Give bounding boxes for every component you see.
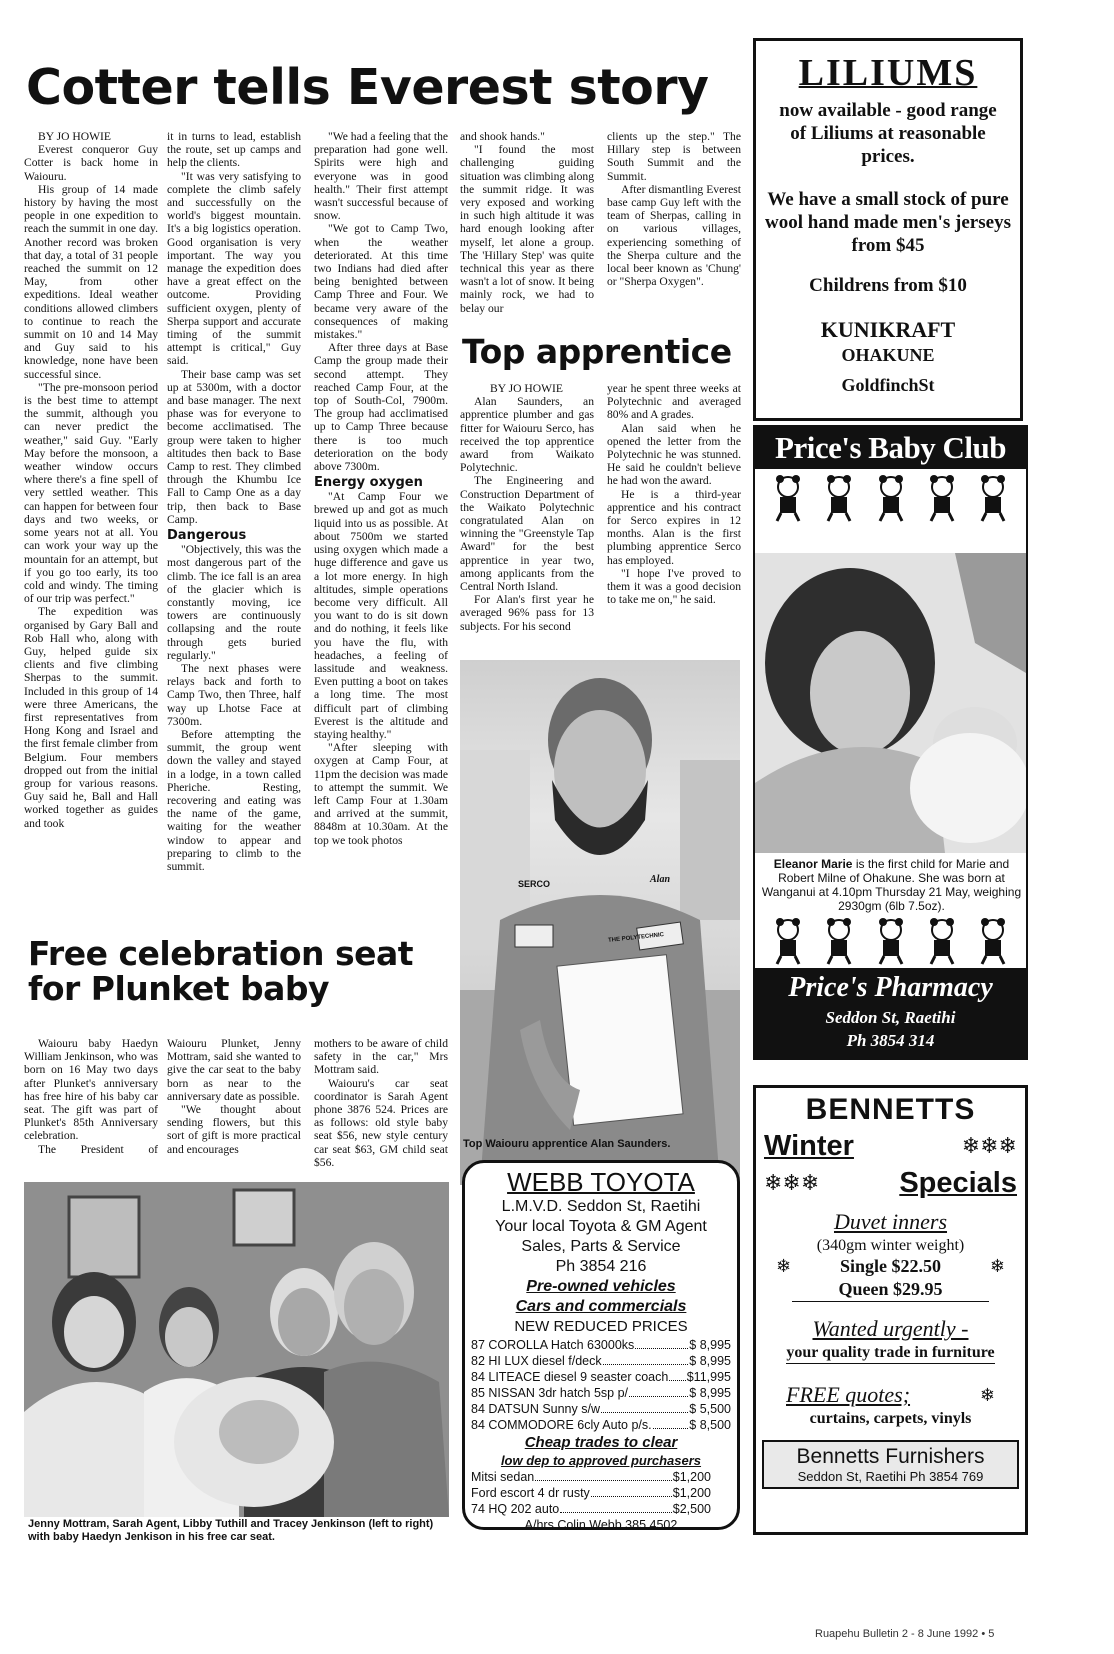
serco-badge: SERCO	[518, 879, 551, 889]
plunket-column-1	[24, 1037, 158, 1172]
paragraph: The next phases were relays back and forth to Camp Two, then Three, half way up Lhotse Face at 7300m.	[167, 661, 301, 728]
teddy-bear-icon	[769, 473, 807, 523]
paragraph: The Engineering and Construction Department of the Waikato Polytechnic congratulated Alan on winning the "Greenstyle Tap Award" for the best apprentice in year two, among applicants from the Central North Island.	[460, 474, 594, 594]
paragraph: "We thought about sending flowers, but this sort of gift is more practical and encourages	[167, 1103, 301, 1156]
paragraph: Waiouru Plunket, Jenny Mottram, said she wanted to give the car seat to the baby born as near to the anniversary date as possible.	[167, 1037, 301, 1103]
plunket-headline	[28, 934, 448, 1008]
quotes-heading: FREE quotes;	[786, 1382, 911, 1407]
apprentice-photo	[460, 660, 740, 1185]
snowflake-icon: ❄❄❄	[764, 1170, 820, 1196]
toyota-trade-list	[471, 1469, 731, 1517]
teddy-bear-icon	[820, 916, 858, 966]
paragraph: Alan said when he opened the letter from the Polytechnic he was stunned. He said he couldn't believe he had won the award.	[607, 421, 741, 488]
plunket-headline-line-2: for Plunket baby	[28, 968, 330, 1008]
bennetts-title: BENNETTS	[805, 1093, 976, 1126]
bennetts-shop-box	[762, 1440, 1019, 1489]
apprentice-photo-caption: Top Waiouru apprentice Alan Saunders.	[463, 1138, 671, 1150]
paragraph: year he spent three weeks at Polytechnic and averaged 80% and A grades.	[607, 382, 741, 422]
byline: BY JO HOWIE	[38, 130, 111, 143]
paragraph: Before attempting the summit, the group went down the valley and stayed in a lodge, in a town called Pheriche. Resting, recovering and eating was the name of the game, waiting for the weather window to appear and preparing to climb to the summit.	[167, 727, 301, 873]
vehicle-name: 85 NISSAN 3dr hatch 5sp p/	[471, 1386, 629, 1400]
vehicle-name: Ford escort 4 dr rusty	[471, 1486, 590, 1500]
vehicle-name: 84 DATSUN Sunny s/w	[471, 1402, 600, 1416]
vehicle-name: 74 HQ 202 auto	[471, 1502, 560, 1516]
vehicle-row	[471, 1337, 731, 1353]
pharmacy-phone: Ph 3854 314	[846, 1031, 935, 1050]
baby-photo-illustration	[755, 553, 1026, 853]
liliums-town: OHAKUNE	[841, 345, 935, 365]
teddy-bear-icon	[872, 916, 910, 966]
teddy-bear-icon	[820, 473, 858, 523]
snowflake-icon: ❄	[979, 1384, 995, 1406]
dot-leader	[535, 1469, 672, 1481]
wanted-text: your quality trade in furniture	[786, 1342, 995, 1364]
teddy-bear-icon	[974, 473, 1012, 523]
vehicle-row	[471, 1401, 731, 1417]
paragraph: "I hope I've proved to them it was a good decision to take me on," he said.	[607, 566, 741, 607]
toyota-sub-2: Cars and commercials	[515, 1298, 687, 1315]
winter-label: Winter	[764, 1129, 854, 1162]
pharmacy-block	[755, 968, 1026, 1058]
byline: BY JO HOWIE	[490, 382, 563, 395]
bennetts-address: Seddon St, Raetihi Ph 3854 769	[797, 1469, 984, 1484]
plunket-column-2	[167, 1037, 301, 1172]
toyota-vehicle-list	[471, 1337, 731, 1433]
liliums-line-1: now available - good range of Liliums at reasonable prices.	[779, 100, 997, 167]
apprentice-column-1	[460, 382, 594, 657]
main-headline: Cotter tells Everest story	[26, 59, 709, 116]
vehicle-row	[471, 1369, 731, 1385]
baby-caption-text: is the first child for Marie and Robert Milne of Ohakune. She was born at Wanganui at 4.10pm Thursday 21 May, weighing 2930gm (6lb 7.5oz).	[761, 857, 1022, 913]
subhead-dangerous: Dangerous	[167, 528, 247, 544]
toyota-sub-1: Pre-owned vehicles	[526, 1278, 676, 1295]
paragraph: clients up the step." The Hillary step is between South Summit and the Summit.	[607, 130, 741, 183]
duvet-weight: (340gm winter weight)	[816, 1237, 965, 1254]
baby-photo-caption	[759, 857, 1024, 913]
apprentice-headline: Top apprentice	[462, 332, 732, 371]
vehicle-row	[471, 1469, 711, 1485]
plunket-column-3	[314, 1037, 448, 1172]
paragraph: "I found the most challenging guiding situation was climbing along the summit ridge. It was very exposed and working in such high altitude it was hard enough looking after myself, let alone a group. The 'Hillary Step' was quite technical this year as there wasn't a lot of snow. It being mainly rock, we had to belay our	[460, 143, 594, 315]
single-price: Single $22.50	[839, 1256, 941, 1276]
page-footer: Ruapehu Bulletin 2 - 8 June 1992 • 5	[815, 1628, 995, 1640]
main-story-column-5	[607, 130, 741, 335]
baby-club-ad	[753, 425, 1028, 1060]
liliums-line-3: Childrens from $10	[809, 275, 967, 296]
paragraph: "After sleeping with oxygen at Camp Four, at 11pm the decision was made to attempt the summit. We left Camp Four at 1.30am and arrived at the summit, 8848m at 10.30am. At the top we took photos	[314, 741, 448, 847]
dot-leader	[601, 1401, 688, 1413]
winter-line	[756, 1128, 1025, 1164]
liliums-street: GoldfinchSt	[841, 375, 935, 395]
toyota-sub-4: Cheap trades to clear	[524, 1434, 678, 1451]
paragraph: "We got to Camp Two, when the weather deteriorated. At this time two Indians had died after being benighted between Camp Three and Four. We became very aware of the consequences of making mistakes."	[314, 222, 448, 342]
plunket-photo-caption: Jenny Mottram, Sarah Agent, Libby Tuthill and Tracey Jenkinson (left to right) with baby Haedyn Jenkison in his free car seat.	[28, 1518, 434, 1543]
queen-price: Queen $29.95	[792, 1277, 989, 1302]
main-story-column-4	[460, 130, 594, 335]
plunket-photo	[24, 1182, 449, 1517]
bear-row-bottom	[755, 912, 1026, 966]
bear-row-top	[755, 469, 1026, 531]
specials-label: Specials	[899, 1166, 1017, 1199]
vehicle-name: 87 COROLLA Hatch 63000ks	[471, 1338, 635, 1352]
plunket-headline-line-1: Free celebration seat	[28, 934, 414, 973]
main-story-column-2	[167, 130, 301, 938]
webb-toyota-ad	[462, 1160, 740, 1530]
vehicle-price: $1,200	[672, 1470, 711, 1484]
vehicle-price: $ 5,500	[689, 1402, 731, 1416]
dot-leader	[653, 1417, 689, 1429]
vehicle-price: $2,500	[672, 1502, 711, 1516]
main-story-column-3	[314, 130, 448, 938]
snowflake-icon: ❄❄❄	[961, 1133, 1017, 1159]
vehicle-name: 84 COMMODORE 6cly Auto p/s.	[471, 1418, 652, 1432]
toyota-line-2: Your local Toyota & GM Agent	[495, 1218, 707, 1235]
toyota-sub-5: low dep to approved purchasers	[500, 1453, 702, 1468]
paragraph: After three days at Base Camp the group made their second attempt. They reached Camp Four, at the top of South-Col, 7900m. The group had acclimatised up to Camp Three because there is too much deterioration on the body above 7300m.	[314, 341, 448, 474]
liliums-line-2: We have a small stock of pure wool hand made men's jerseys from $45	[765, 189, 1011, 256]
teddy-bear-icon	[872, 473, 910, 523]
paragraph: mothers to be aware of child safety in the car," Mrs Mottram said.	[314, 1037, 448, 1077]
paragraph: For Alan's first year he averaged 96% pass for 13 subjects. For his second	[460, 593, 594, 633]
bennetts-shop-name: Bennetts Furnishers	[796, 1445, 985, 1468]
paragraph: Everest conqueror Guy Cotter is back home in Waiouru.	[24, 143, 158, 183]
vehicle-price: $ 8,500	[689, 1418, 731, 1432]
paragraph: Waiouru's car seat coordinator is Sarah Agent phone 3876 524. Prices are as follows: old style baby seat $56, new style century car seat $63, GM child seat $56.	[314, 1076, 448, 1169]
teddy-bear-icon	[923, 916, 961, 966]
apprentice-column-2	[607, 382, 741, 657]
snowflake-icon: ❄	[776, 1256, 792, 1277]
paragraph: "The pre-monsoon period is the best time to attempt the summit, although you can never predict the weather," said Guy. "Early May before the monsoon, a weather window occurs where there's a fine spell of very settled weather. This can happen for between four days and two weeks, or some years not at all. You can work your way up the mountain for an attempt, but if you go too early, its too cold and windy. The timing of our trip was perfect."	[24, 380, 158, 606]
vehicle-row	[471, 1501, 711, 1517]
specials-line	[756, 1164, 1025, 1202]
quotes-text: curtains, carpets, vinyls	[809, 1410, 972, 1427]
dot-leader	[635, 1337, 688, 1349]
paragraph: "It was very satisfying to complete the climb safely and successfully on the world's biggest mountain. It's a big logistics operation. Good organisation is very important. The way you manage the expedition does have a great effect on the outcome. Providing sufficient oxygen, plenty of Sherpa support and accurate timing of the summit attempt is critical," Guy said.	[167, 169, 301, 368]
duvet-heading: Duvet inners	[833, 1209, 948, 1234]
paragraph: "At Camp Four we brewed up and got as much liquid into us as possible. At about 7500m we started using oxygen which made a huge difference and gave us a lot more energy. In high altitudes, simple operations become very difficult. All you want to do is sit down and do nothing, it feels like you have the flu, with headaches, a feeling of lassitude and weakness. Even putting a boot on takes a long time. The most difficult part of climbing Everest is the altitude and staying healthy."	[314, 490, 448, 741]
teddy-bear-icon	[769, 916, 807, 966]
vehicle-row	[471, 1485, 711, 1501]
dot-leader	[629, 1385, 688, 1397]
paragraph: Waiouru baby Haedyn William Jenkinson, who was born on 16 May two days after Plunket's anniversary has free hire of his baby car seat. The gift was part of Plunket's 85th Anniversary celebration.	[24, 1037, 158, 1143]
bennetts-ad	[753, 1085, 1028, 1535]
plunket-photo-illustration	[24, 1182, 449, 1517]
vehicle-row	[471, 1353, 731, 1369]
dot-leader	[669, 1369, 685, 1381]
dot-leader	[560, 1501, 672, 1513]
baby-name: Eleanor Marie	[773, 857, 853, 871]
paragraph: Alan Saunders, an apprentice plumber and gas fitter for Waiouru Serco, has received the top apprentice award from Waikato Polytechnic.	[460, 395, 594, 475]
paragraph: and shook hands."	[460, 130, 545, 143]
vehicle-price: $ 8,995	[689, 1338, 731, 1352]
paragraph: The President of	[38, 1142, 158, 1156]
paragraph: it in turns to lead, establish the route, set up camps and help the clients.	[167, 130, 301, 170]
apprentice-photo-illustration	[460, 660, 740, 1185]
certificate-title: THE POLYTECHNIC	[607, 932, 665, 944]
teddy-bear-icon	[974, 916, 1012, 966]
paragraph: "We had a feeling that the preparation had gone well. Spirits were high and everyone was in good health." Their first attempt wasn't successful because of snow.	[314, 130, 448, 223]
liliums-title: LILIUMS	[798, 52, 978, 94]
vehicle-price: $1,200	[672, 1486, 711, 1500]
snowflake-icon: ❄	[989, 1256, 1005, 1277]
dot-leader	[603, 1353, 689, 1365]
paragraph: The expedition was organised by Gary Ball and Rob Hall who, along with Guy, helped guide six clients and five climbing Sherpas to the summit. Included in this group of 14 were three Americans, the first representatives from Hong Kong and Israel and the first female climber from Belgium. Four members dropped out from the initial group for various reasons. Guy said he, Ball and Hall worked together as guides and took	[24, 605, 158, 830]
single-line	[756, 1256, 1025, 1277]
liliums-shop: KUNIKRAFT	[820, 317, 956, 342]
baby-club-title: Price's Baby Club	[755, 427, 1026, 469]
vehicle-price: $11,995	[686, 1370, 731, 1384]
paragraph: "Objectively, this was the most dangerous part of the climb. The ice fall is an area of the glacier which is constantly moving, ice towers are continuously collapsing and the route through gets buried regularly."	[167, 543, 301, 662]
vehicle-price: $ 8,995	[689, 1354, 731, 1368]
paragraph: His group of 14 made history by having the most people in one expedition to reach the summit in one day. Another record was broken that day, a total of 31 people reached the summit on 12 May, from other expeditions. Ideal weather conditions allowed climbers to continue to reach the summit on 10 and 14 May and Guy said to his knowledge, none have been successful since.	[24, 182, 158, 381]
paragraph: Their base camp was set up at 5300m, with a doctor and base manager. The next phase was for everyone to become acclimatised. The group were taken to higher altitudes then back to Base Camp to rest. They climbed through the Khumbu Ice Fall to Camp One as a day trip, then back to Base Camp.	[167, 367, 301, 526]
vehicle-name: 82 HI LUX diesel f/deck	[471, 1354, 602, 1368]
toyota-phone: Ph 3854 216	[555, 1258, 647, 1275]
baby-photo	[755, 553, 1026, 853]
dot-leader	[591, 1485, 672, 1497]
liliums-ad	[753, 38, 1023, 421]
toyota-line-1: L.M.V.D. Seddon St, Raetihi	[501, 1198, 701, 1215]
pharmacy-name: Price's Pharmacy	[788, 972, 993, 1003]
vehicle-name: 84 LITEACE diesel 9 seaster coach	[471, 1370, 669, 1384]
paragraph: He is a third-year apprentice and his contract for Serco expires in 12 months. Alan is the first plumbing apprentice Serco has employed.	[607, 487, 741, 567]
quotes-line	[756, 1382, 1025, 1408]
name-badge: Alan	[650, 874, 671, 885]
vehicle-price: $ 8,995	[689, 1386, 731, 1400]
vehicle-row	[471, 1385, 731, 1401]
main-story-column-1	[24, 130, 158, 938]
toyota-after-hours: A/hrs Colin Webb 385 4502	[524, 1518, 678, 1532]
toyota-line-3: Sales, Parts & Service	[521, 1238, 681, 1255]
toyota-sub-3: NEW REDUCED PRICES	[514, 1318, 688, 1335]
subhead-energy-oxygen: Energy oxygen	[314, 475, 423, 491]
pharmacy-street: Seddon St, Raetihi	[825, 1008, 956, 1027]
vehicle-name: Mitsi sedan	[471, 1470, 535, 1484]
paragraph: After dismantling Everest base camp Guy left with the team of Sherpas, calling in on various villages, experiencing something of the Sherpa culture and the local beer known as 'Chung' or "Sherpa Oxygen".	[607, 182, 741, 289]
vehicle-row	[471, 1417, 731, 1433]
teddy-bear-icon	[923, 473, 961, 523]
wanted-heading: Wanted urgently -	[812, 1316, 969, 1341]
toyota-title: WEBB TOYOTA	[507, 1167, 695, 1197]
